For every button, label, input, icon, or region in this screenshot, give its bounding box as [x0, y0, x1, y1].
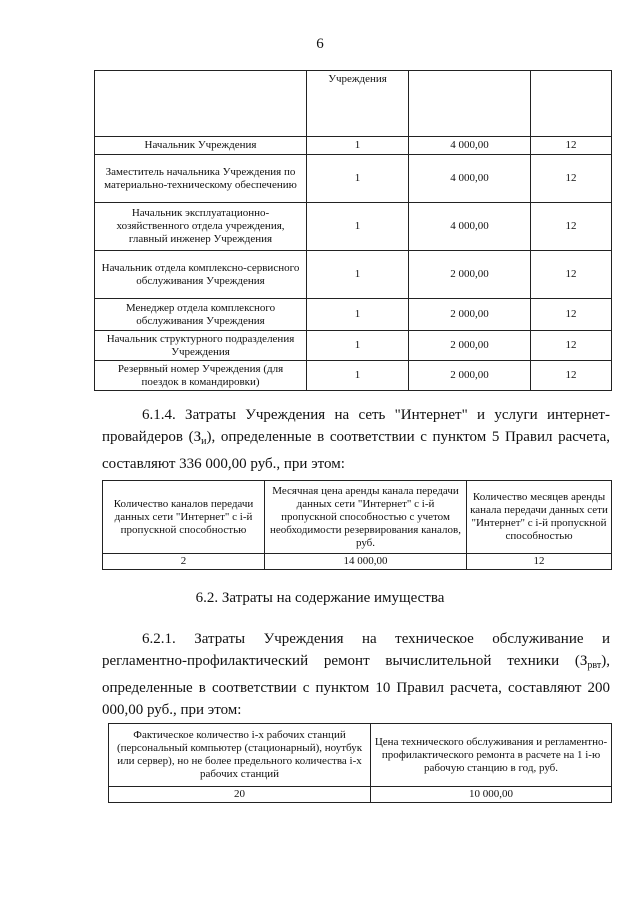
subscript: рвт [587, 660, 602, 671]
table-row [95, 361, 612, 391]
months-cell: 12 [531, 203, 612, 251]
paragraph-internet-costs [102, 404, 610, 475]
header-cell: Цена технического обслуживания и регламентно-профилактического ремонта в расчете на 1 i-ю рабочую станцию в год, руб. [371, 724, 612, 787]
count-cell: 1 [307, 251, 409, 299]
table-header-row [103, 481, 612, 554]
header-cell-empty [531, 71, 612, 137]
position-cell: Резервный номер Учреждения (для поездок в командировки) [95, 361, 307, 391]
header-cell-empty [409, 71, 531, 137]
table-header-row [109, 724, 612, 787]
value-cell: 14 000,00 [265, 554, 467, 570]
months-cell: 12 [531, 155, 612, 203]
value-cell: 20 [109, 787, 371, 803]
price-cell: 4 000,00 [409, 137, 531, 155]
header-cell: Количество месяцев аренды канала передачи данных сети "Интернет" с i-й пропускной способностью [467, 481, 612, 554]
header-cell: Количество каналов передачи данных сети "Интернет" с i-й пропускной способностью [103, 481, 265, 554]
position-cell: Заместитель начальника Учреждения по материально-техническому обеспечению [95, 155, 307, 203]
table-row [95, 331, 612, 361]
price-cell: 2 000,00 [409, 299, 531, 331]
maintenance-costs-table [108, 723, 612, 803]
paragraph-text: ), определенные в соответствии с пунктом 5 Правил расчета, составляют 336 000,00 руб., при этом: [102, 429, 611, 472]
value-cell: 2 [103, 554, 265, 570]
subscript: и [201, 436, 207, 447]
months-cell: 12 [531, 251, 612, 299]
header-cell-empty [95, 71, 307, 137]
paragraph-text: 6.2.1. Затраты Учреждения на техническое обслуживание и регламентно-профилактический ремонт вычислительной техники (З [102, 631, 610, 669]
paragraph-text: ), определенные в соответствии с пунктом 10 Правил расчета, составляют 200 000,00 руб., при этом: [102, 653, 610, 718]
page-number: 6 [316, 36, 324, 52]
count-cell: 1 [307, 137, 409, 155]
months-cell: 12 [531, 361, 612, 391]
table-row [103, 554, 612, 570]
position-cell: Начальник Учреждения [95, 137, 307, 155]
price-cell: 4 000,00 [409, 155, 531, 203]
header-cell-partial: Учреждения [307, 71, 409, 137]
count-cell: 1 [307, 299, 409, 331]
paragraph-text: 6.1.4. Затраты Учреждения на сеть "Интернет" и услуги интернет-провайдеров (З [102, 407, 610, 445]
price-cell: 2 000,00 [409, 331, 531, 361]
months-cell: 12 [531, 299, 612, 331]
months-cell: 12 [531, 331, 612, 361]
paragraph-maintenance-costs [102, 628, 610, 721]
count-cell: 1 [307, 203, 409, 251]
count-cell: 1 [307, 361, 409, 391]
position-cell: Менеджер отдела комплексного обслуживания Учреждения [95, 299, 307, 331]
mobile-communication-table [94, 70, 612, 391]
internet-costs-table [102, 480, 612, 570]
value-cell: 10 000,00 [371, 787, 612, 803]
position-cell: Начальник эксплуатационно-хозяйственного отдела учреждения, главный инженер Учреждения [95, 203, 307, 251]
table-row [95, 299, 612, 331]
table-row [95, 137, 612, 155]
header-cell: Фактическое количество i-х рабочих станций (персональный компьютер (стационарный), ноутбук или сервер), но не более предельного количества i-х рабочих станций [109, 724, 371, 787]
months-cell: 12 [531, 137, 612, 155]
table-row [95, 203, 612, 251]
count-cell: 1 [307, 155, 409, 203]
table-row [109, 787, 612, 803]
value-cell: 12 [467, 554, 612, 570]
price-cell: 4 000,00 [409, 203, 531, 251]
position-cell: Начальник структурного подразделения Учреждения [95, 331, 307, 361]
table-row [95, 251, 612, 299]
count-cell: 1 [307, 331, 409, 361]
price-cell: 2 000,00 [409, 251, 531, 299]
header-cell: Месячная цена аренды канала передачи данных сети "Интернет" с i-й пропускной способностью с учетом необходимости резервирования каналов, руб. [265, 481, 467, 554]
table-header-continuation [95, 71, 612, 137]
position-cell: Начальник отдела комплексно-сервисного обслуживания Учреждения [95, 251, 307, 299]
section-title: 6.2. Затраты на содержание имущества [195, 590, 445, 606]
table-row [95, 155, 612, 203]
price-cell: 2 000,00 [409, 361, 531, 391]
